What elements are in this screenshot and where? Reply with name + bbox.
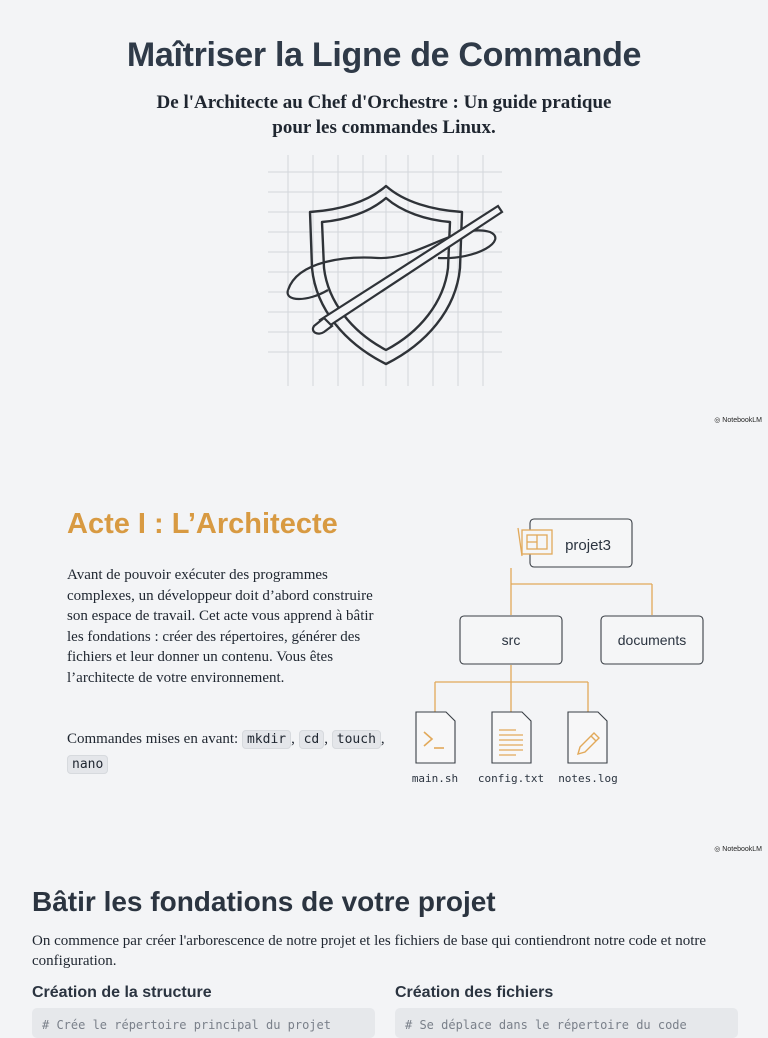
svg-text:main.sh: main.sh bbox=[411, 772, 459, 785]
slide-title: Maîtriser la Ligne de Commande bbox=[126, 36, 642, 74]
tree-root bbox=[518, 519, 632, 567]
section-title: Bâtir les fondations de votre projet bbox=[32, 886, 496, 917]
tree-folder-src bbox=[460, 616, 562, 664]
structure-heading: Création de la structure bbox=[32, 984, 212, 1001]
act-description: Avant de pouvoir exécuter des programmes complexes, un développeur doit d’abord construire son espace de travail. Cet acte vous apprend à bâtir les fondations : créer des répertoires, générer des fichiers et leur donner un contenu. Vous êtes l’architecte de votre environnement. bbox=[67, 567, 374, 686]
slide-subtitle: De l'Architecte au Chef d'Orchestre : Un guide pratique pour les commandes Linux. bbox=[156, 92, 612, 138]
notebooklm-badge: ◎ NotebookLM bbox=[714, 417, 762, 424]
notebooklm-icon: ◎ bbox=[714, 846, 721, 853]
files-heading: Création des fichiers bbox=[395, 984, 554, 1001]
command-chip: nano bbox=[67, 755, 108, 774]
notebooklm-icon: ◎ bbox=[714, 417, 721, 424]
command-chip: cd bbox=[299, 730, 325, 749]
command-chip: mkdir bbox=[242, 730, 291, 749]
files-code-block: # Se déplace dans le répertoire du code bbox=[395, 1008, 738, 1038]
svg-text:projet3: projet3 bbox=[565, 537, 611, 554]
tree-folder-documents bbox=[601, 616, 703, 664]
title-slide bbox=[0, 0, 768, 432]
blueprint-icon bbox=[518, 528, 552, 556]
svg-text:config.txt: config.txt bbox=[477, 772, 545, 785]
svg-text:documents: documents bbox=[617, 632, 687, 648]
foundations-slide bbox=[0, 860, 768, 1032]
shield-baton-grid-illustration-icon bbox=[258, 150, 508, 390]
notebooklm-badge: ◎ NotebookLM bbox=[714, 846, 762, 853]
featured-commands: Commandes mises en avant: mkdir , cd , touch , nano bbox=[67, 731, 385, 772]
svg-text:src: src bbox=[501, 632, 521, 648]
act-one-slide bbox=[0, 432, 768, 860]
svg-text:notes.log: notes.log bbox=[558, 772, 618, 785]
tree-file-notes-log bbox=[558, 712, 618, 785]
tree-file-main-sh bbox=[412, 712, 458, 785]
section-description: On commence par créer l'arborescence de notre projet et les fichiers de base qui contiendront notre code et notre configuration. bbox=[32, 933, 707, 969]
act-title: Acte I : L’Architecte bbox=[67, 508, 338, 540]
command-chip: touch bbox=[332, 730, 381, 749]
project-tree-diagram bbox=[400, 512, 720, 792]
tree-file-config-txt bbox=[478, 712, 544, 785]
structure-code-block: # Crée le répertoire principal du projet bbox=[32, 1008, 375, 1038]
